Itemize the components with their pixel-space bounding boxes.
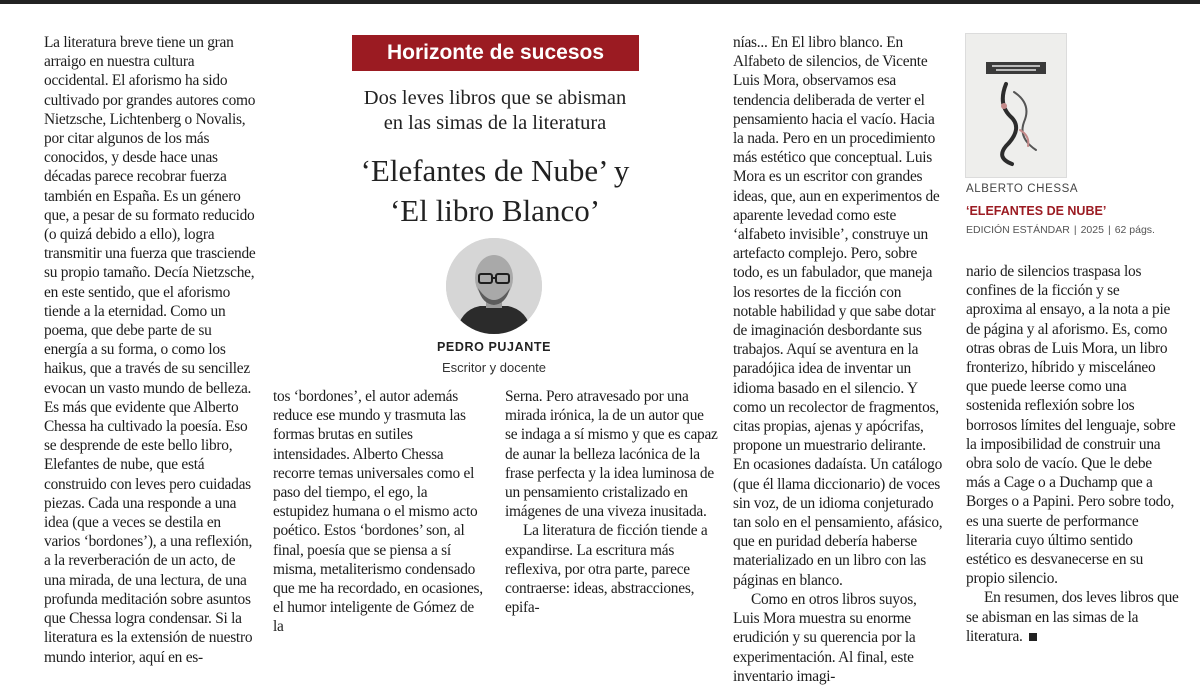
- paragraph: nario de silencios traspasa los confines de la ficción y se aproxima al ensayo, a la nota a pie de página y al aforismo. Es, como otras obras de Luis Mora, un libro fronterizo, híbrido y misceláneo que puede leerse como una sostenida reflexión sobre los borrosos límites del lenguaje, sobre la imposibilidad de construir una obra solo de vacío. Que le debe más a Cage o a Duchamp que a Borges o a Papini. Pero sobre todo, es una suerte de performance literaria cuyo último sentido estético es desvanecerse en su propio silencio.: [966, 263, 1176, 588]
- end-mark-icon: [1029, 633, 1037, 641]
- book-year: 2025: [1080, 224, 1104, 236]
- author-photo: [446, 238, 542, 334]
- paragraph: Como en otros libros suyos, Luis Mora muestra su enorme erudición y su querencia por la experimentación. Al final, este inventario imagi-: [733, 590, 917, 685]
- section-label: Horizonte de sucesos: [352, 35, 639, 71]
- paragraph: nías... En El libro blanco. En Alfabeto de silencios, de Vicente Luis Mora, observamos esa tendencia deliberada de verter el pensamiento hacia el vacío. Hacia la nada. Pero en un procedimiento más estético que conceptual. Luis Mora es un escritor con grandes ideas, que, aun en experimentos de aparente levedad como este ‘alfabeto invisible’, construye un artefacto complejo. Pero, sobre todo, es un fabulador, que maneja los resortes de la ficción con notable habilidad y que sabe dotar de imaginación desbordante sus trabajos. Aquí se aventura en la paradójica idea de inventar un idioma basado en el silencio. Y como un recolector de fragmentos, citas propias, ajenas y apócrifas, propone un muestrario delirante. En ocasiones dadaísta. Un catálogo (que él llama diccionario) de voces sin voz, de un idioma conjeturado tan solo en el pensamiento, afásico, que en puridad debería haberse materializado en un libro con las páginas en blanco.: [733, 34, 943, 589]
- final-sentence: En resumen, dos leves libros que se abisman en las simas de la literatura.: [966, 589, 1179, 645]
- headline-line: ‘Elefantes de Nube’ y: [360, 153, 630, 188]
- author-portrait-icon: [446, 238, 542, 334]
- book-pages: 62 págs.: [1114, 224, 1155, 236]
- paragraph-final: [966, 588, 1179, 646]
- book-meta: EDICIÓN ESTÁNDAR | 2025 | 62 págs.: [966, 224, 1155, 236]
- subtitle-line: en las simas de la literatura: [383, 111, 607, 134]
- headline-line: ‘El libro Blanco’: [389, 193, 601, 228]
- top-bar: [0, 0, 1200, 4]
- paragraph: Serna. Pero atravesado por una mirada irónica, la de un autor que se indaga a sí mismo y que es capaz de aunar la belleza lacónica de la frase perfecta y la idea luminosa de un pensamiento cristalizado en imágenes de una viveza inusitada.: [505, 388, 718, 521]
- subtitle-line: Dos leves libros que se abisman: [363, 87, 627, 109]
- column-1: [44, 33, 257, 667]
- column-5: [966, 262, 1179, 646]
- headline: [310, 151, 680, 231]
- book-title: ‘ELEFANTES DE NUBE’: [966, 204, 1107, 218]
- book-author: ALBERTO CHESSA: [966, 183, 1079, 195]
- book-cover: [965, 33, 1067, 178]
- book-edition: EDICIÓN ESTÁNDAR: [966, 224, 1070, 236]
- column-3: [505, 387, 718, 617]
- paragraph: La literatura breve tiene un gran arraigo en nuestra cultura occidental. El aforismo ha sido cultivado por grandes autores como Nietzsche, Lichtenberg o Novalis, por citar algunos de los más conocidos, y desde hace unas décadas parece recobrar fuerza también en España. Es un género que, a pesar de su formato reducido (o quizá debido a ello), logra transmitir una fuerza que trasciende su propio tamaño. Decía Nietzsche, en este sentido, que el aforismo tiende a la eternidad. Como un poema, que debe parte de su energía a su forma, o como los haikus, que a través de su sencillez evocan un vasto mundo de belleza. Es más que evidente que Alberto Chessa ha cultivado la poesía. Eso se desprende de este bello libro, Elefantes de nube, que está construido con leves pero cuidadas piezas. Cada una responde a una idea (que a veces se destila en varios ‘bordones’), a una reflexión, a la reverberación de un acto, de una mirada, de una lectura, de una profunda meditación sobre asuntos que Chessa logra condensar. Si la literatura es la extensión de nuestro mundo interior, aquí en es-: [44, 34, 256, 666]
- subtitle: [320, 86, 670, 135]
- paragraph: tos ‘bordones’, el autor además reduce ese mundo y trasmuta las formas brutas en sutiles intensidades. Alberto Chessa recorre temas universales como el paso del tiempo, el ego, la estupidez humana o el mismo acto poético. Estos ‘bordones’ son, al final, poesía que se piensa a sí misma, metaliterismo condensado que me ha recordado, en ocasiones, el humor inteligente de Gómez de la: [273, 388, 483, 636]
- author-name: PEDRO PUJANTE: [436, 340, 552, 354]
- paragraph: La literatura de ficción tiende a expandirse. La escritura más reflexiva, por otra parte, parece contraerse: ideas, abstracciones, epifa-: [505, 522, 708, 617]
- book-cover-illustration: [966, 34, 1066, 177]
- author-role: Escritor y docente: [441, 360, 547, 375]
- column-4: [733, 33, 946, 686]
- column-2: [273, 387, 486, 637]
